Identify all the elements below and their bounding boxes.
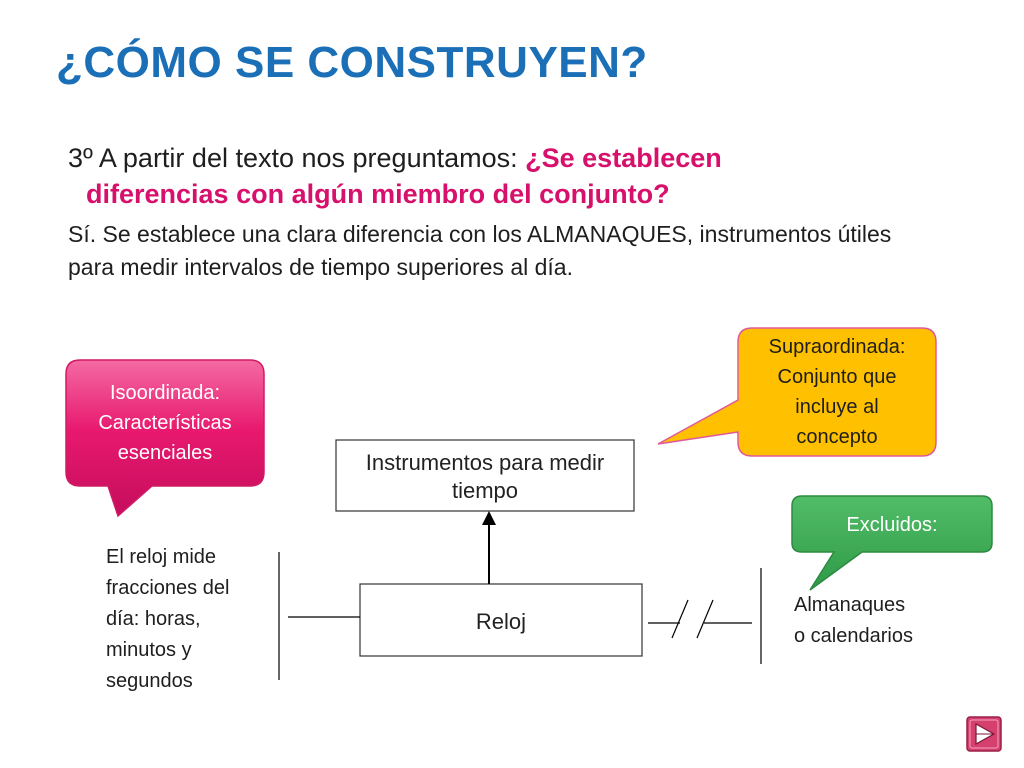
- almanaques-description: [794, 590, 974, 652]
- next-slide-icon: [966, 716, 1002, 752]
- excluidos-label: Excluidos:: [846, 514, 938, 536]
- isoordinada-line-3: esenciales: [117, 442, 213, 464]
- question-highlight-2: diferencias con algún miembro del conjunto?: [86, 179, 670, 209]
- reloj-label: Reloj: [475, 609, 527, 634]
- question-highlight-1: ¿Se establecen: [525, 143, 722, 173]
- supraordinada-line-1: Supraordinada:: [768, 336, 906, 358]
- isoordinada-line-2: Características: [98, 412, 232, 434]
- answer-line-2: para medir intervalos de tiempo superiores al día.: [68, 254, 573, 280]
- slide-title: ¿CÓMO SE CONSTRUYEN?: [56, 38, 648, 87]
- supraordinada-line-4: concepto: [796, 426, 878, 448]
- reloj-desc-line-4: minutos y: [106, 639, 192, 661]
- supraordinada-label: [738, 332, 936, 452]
- supraordinada-line-3: incluye al: [795, 396, 879, 418]
- isoordinada-label: [66, 378, 264, 468]
- reloj-description: [106, 542, 276, 697]
- question-prefix: 3º A partir del texto nos preguntamos:: [68, 143, 526, 173]
- break-slash-1: [672, 600, 688, 638]
- inclusion-arrow-head: [482, 511, 496, 525]
- break-slash-2: [697, 600, 713, 638]
- reloj-desc-line-5: segundos: [106, 670, 193, 692]
- isoordinada-line-1: Isoordinada:: [109, 382, 221, 404]
- next-slide-button[interactable]: [966, 716, 1002, 752]
- reloj-desc-line-3: día: horas,: [106, 608, 201, 630]
- instrumentos-line-2: tiempo: [451, 478, 519, 503]
- reloj-desc-line-1: El reloj mide: [106, 546, 217, 568]
- reloj-desc-line-2: fracciones del: [106, 577, 230, 599]
- supraordinada-line-2: Conjunto que: [777, 366, 897, 388]
- almanaques-line-2: o calendarios: [794, 625, 913, 647]
- answer-line-1: Sí. Se establece una clara diferencia con los ALMANAQUES, instrumentos útiles: [68, 221, 892, 247]
- almanaques-line-1: Almanaques: [794, 594, 906, 616]
- instrumentos-label: [336, 449, 634, 505]
- instrumentos-line-1: Instrumentos para medir: [365, 450, 605, 475]
